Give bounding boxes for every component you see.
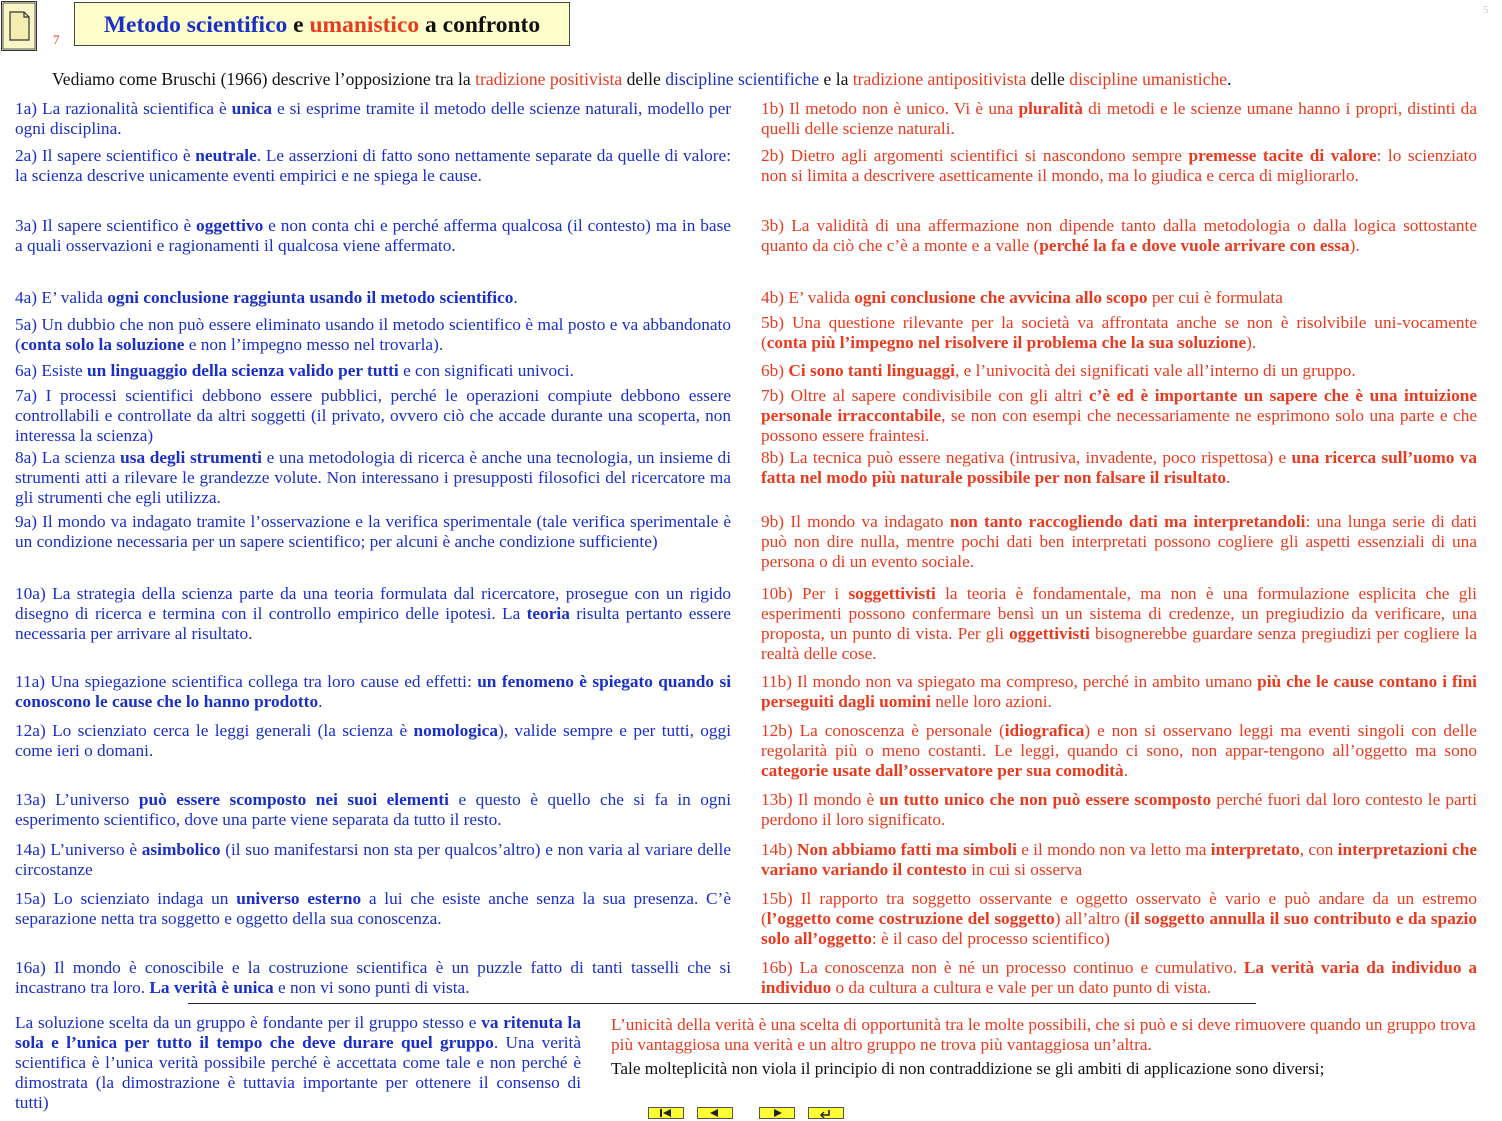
highlighted-text: oggettivisti xyxy=(1009,624,1090,643)
point-text: e una metodologia di ricerca è anche una tecnologia, un insieme di strumenti atti a rilevare le grandezze volute. Non interessano i presupposti filosofici del ricercatore ma gli strumenti che egli utilizza. xyxy=(15,448,731,507)
intro-scientific-disciplines: discipline scientifiche xyxy=(665,69,820,89)
footer-right-black-paragraph: Tale molteplicità non viola il principio di non contraddizione se gli ambiti di applicazione sono diversi; xyxy=(611,1059,1325,1078)
point-text: 2a) Il sapere scientifico è xyxy=(15,146,196,165)
point-1a xyxy=(15,99,731,139)
highlighted-text: va ritenuta la sola e l’unica per tutto il tempo che deve durare quel gruppo xyxy=(15,1013,581,1052)
point-6a xyxy=(15,361,731,381)
highlighted-text: più che le cause contano i fini perseguiti dagli uomini xyxy=(761,672,1477,711)
point-text: , con xyxy=(1299,840,1338,859)
point-11a xyxy=(15,672,731,712)
point-15b xyxy=(761,889,1477,949)
footer-text: . Una verità scientifica è l’unica verità possibile perché è accettata come tale e non perché è dimostrata (la dimostrazione è tuttavia importante per ottenere il consenso di tutti) xyxy=(15,1033,581,1112)
point-text: e con significati univoci. xyxy=(398,361,574,380)
point-9a xyxy=(15,512,731,552)
point-text: 8b) La tecnica può essere negativa (intrusiva, invadente, poco rispettosa) e xyxy=(761,448,1292,467)
point-10b xyxy=(761,584,1477,664)
point-text: 6a) Esiste xyxy=(15,361,87,380)
highlighted-text: soggettivisti xyxy=(848,584,936,603)
point-text: 4a) E’ valida xyxy=(15,288,108,307)
intro-text: e la xyxy=(819,69,853,89)
footer-text: La soluzione scelta da un gruppo è fondante per il gruppo stesso e xyxy=(15,1013,482,1032)
point-text: ), valide sempre e per tutti, oggi come ieri o domani. xyxy=(15,721,731,760)
point-3b xyxy=(761,216,1477,256)
point-text: : lo scienziato non si limita a descrivere asetticamente il mondo, ma lo giudica e cerca di migliorarlo. xyxy=(761,146,1478,185)
divider-line xyxy=(188,1003,1256,1004)
intro-text: delle xyxy=(622,69,666,89)
highlighted-text: idiografica xyxy=(1004,721,1085,740)
point-12a xyxy=(15,721,731,761)
intro-text: delle xyxy=(1026,69,1070,89)
point-text: 14b) xyxy=(761,840,797,859)
highlighted-text: interpretato xyxy=(1210,840,1300,859)
highlighted-text: asimbolico xyxy=(141,840,221,859)
point-4b xyxy=(761,288,1477,308)
point-text: e non vi sono punti di vista. xyxy=(273,978,470,997)
point-text: 14a) L’universo è xyxy=(15,840,142,859)
highlighted-text: La verità è unica xyxy=(149,978,274,997)
highlighted-text: un tutto unico che non può essere scomposto xyxy=(879,790,1212,809)
point-text: (il suo manifestarsi non sta per qualcos’altro) e non varia al variare delle circostanze xyxy=(15,840,731,879)
point-5b xyxy=(761,313,1477,353)
intro-humanistic-disciplines: discipline umanistiche xyxy=(1069,69,1228,89)
point-1b xyxy=(761,99,1477,139)
point-text: 15a) Lo scienziato indaga un xyxy=(15,889,237,908)
nav-return-button[interactable] xyxy=(808,1107,844,1119)
corner-number: 5 xyxy=(1483,4,1489,16)
point-14a xyxy=(15,840,731,880)
point-text: 16a) Il mondo è conoscibile e la costruzione scientifica è un puzzle fatto di tanti tasselli che si incastrano tra loro. xyxy=(15,958,731,997)
highlighted-text: una ricerca sull’uomo va fatta nel modo più naturale possibile per non falsare il risultato xyxy=(761,448,1477,487)
intro-paragraph xyxy=(52,69,1492,89)
point-text: 7b) Oltre al sapere condivisibile con gli altri xyxy=(761,386,1089,405)
arrow-left-icon xyxy=(698,1108,732,1118)
highlighted-text: conta più l’impegno nel risolvere il problema che la sua soluzione xyxy=(766,333,1247,352)
point-11b xyxy=(761,672,1477,712)
point-text: 12b) La conoscenza è personale ( xyxy=(761,721,1005,740)
skip-first-icon xyxy=(649,1108,683,1118)
point-text: e il mondo non va letto ma xyxy=(1016,840,1211,859)
highlighted-text: interpretazioni che variano variando il contesto xyxy=(761,840,1477,879)
highlighted-text: perché la fa e dove vuole arrivare con essa xyxy=(1039,236,1350,255)
highlighted-text: neutrale xyxy=(195,146,257,165)
highlighted-text: un linguaggio della scienza valido per tutti xyxy=(87,361,399,380)
point-text: 13a) L’universo xyxy=(15,790,139,809)
highlighted-text: ogni conclusione raggiunta usando il metodo scientifico xyxy=(107,288,514,307)
nav-prev-button[interactable] xyxy=(697,1107,733,1119)
highlighted-text: c’è ed è importante un sapere che è una intuizione personale irraccontabile xyxy=(761,386,1477,425)
point-text: 10a) La strategia della scienza parte da una teoria formulata dal ricercatore, prosegue con un rigido disegno di ricerca e termina con il controllo empirico delle ipotesi. La xyxy=(15,584,731,623)
highlighted-text: pluralità xyxy=(1018,99,1083,118)
highlighted-text: l’oggetto come costruzione del soggetto xyxy=(766,909,1055,928)
point-text: a lui che esiste anche senza la sua presenza. C’è separazione netta tra soggetto e oggetto della sua conoscenza. xyxy=(15,889,731,928)
point-text: 7a) I processi scientifici debbono essere pubblici, perché le operazioni compiute debbono essere controllabili e controllate da altri soggetti (il privato, ovvero ciò che accade durante una scoperta, non interessa la scienza) xyxy=(15,386,731,445)
point-text: ). xyxy=(1349,236,1360,255)
highlighted-text: può essere scomposto nei suoi elementi xyxy=(138,790,449,809)
footer-left-paragraph xyxy=(15,1013,581,1113)
intro-text: Vediamo come Bruschi (1966) descrive l’opposizione tra la xyxy=(52,69,476,89)
point-16b xyxy=(761,958,1477,998)
highlighted-text: Non abbiamo fatti ma simboli xyxy=(797,840,1017,859)
point-text: 3a) Il sapere scientifico è xyxy=(15,216,197,235)
point-8a xyxy=(15,448,731,508)
point-text: 15b) Il rapporto tra soggetto osservante e oggetto osservato è vario e può andare da un estremo ( xyxy=(761,889,1477,928)
point-5a xyxy=(15,315,731,355)
point-15a xyxy=(15,889,731,929)
point-text: 11b) Il mondo non va spiegato ma compreso, perché in ambito umano xyxy=(761,672,1258,691)
point-8b xyxy=(761,448,1477,488)
highlighted-text: conta solo la soluzione xyxy=(20,335,185,354)
point-2a xyxy=(15,146,731,186)
point-7a xyxy=(15,386,731,446)
point-text: bisognerebbe guardare senza pregiudizi per cogliere la realtà delle cose. xyxy=(761,624,1477,663)
point-text: , e l’univocità dei significati vale all’interno di un gruppo. xyxy=(954,361,1356,380)
title-part-comparison: a confronto xyxy=(419,12,541,38)
title-part-scientific: Metodo scientifico xyxy=(103,12,288,38)
point-text: 2b) Dietro agli argomenti scientifici si nascondono sempre xyxy=(761,146,1189,165)
point-text: 5a) Un dubbio che non può essere eliminato usando il metodo scientifico è mal posto e va abbandonato ( xyxy=(15,315,731,354)
point-3a xyxy=(15,216,731,256)
point-text: 1a) La razionalità scientifica è xyxy=(15,99,232,118)
point-text: 13b) Il mondo è xyxy=(761,790,880,809)
point-text: . xyxy=(1123,761,1129,780)
point-text: o da cultura a cultura e vale per un dato punto di vista. xyxy=(831,978,1212,997)
point-text: 11a) Una spiegazione scientifica collega tra loro cause ed effetti: xyxy=(15,672,478,691)
title-part-and: e xyxy=(287,12,310,38)
point-text: e non l’impegno messo nel trovarla). xyxy=(184,335,444,354)
point-text: e non conta chi e perché afferma qualcosa (il contesto) ma in base a quali osservazioni e ragionamenti il qualcosa viene affermato. xyxy=(15,216,731,255)
point-text: 5b) Una questione rilevante per la società va affrontata anche se non è risolvibile uni-vocamente ( xyxy=(761,313,1477,352)
point-text: di metodi e le scienze umane hanno i propri, distinti da quelli delle scienze naturali. xyxy=(761,99,1477,138)
highlighted-text: non tanto raccogliendo dati ma interpretandoli xyxy=(949,512,1306,531)
document-icon[interactable] xyxy=(1,1,37,51)
title-part-humanistic: umanistico xyxy=(309,12,420,38)
intro-text: . xyxy=(1227,69,1232,89)
point-text: ) e non si osservano leggi ma eventi singoli con delle regolarità più o meno costanti. Le leggi, quando ci sono, non appar-tengono all’oggetto ma sono xyxy=(761,721,1477,760)
point-text: 3b) La validità di una affermazione non dipende tanto dalla metodologia o dalla logica sottostante quanto da ciò che c’è a monte e a valle ( xyxy=(761,216,1477,255)
highlighted-text: La verità varia da individuo a individuo xyxy=(761,958,1477,997)
point-text: e questo è quello che si fa in ogni esperimento scientifico, dove una parte viene separata da tutto il resto. xyxy=(15,790,731,829)
point-text: 12a) Lo scienziato cerca le leggi generali (la scienza è xyxy=(15,721,414,740)
point-text: ) all’altro ( xyxy=(1054,909,1131,928)
highlighted-text: universo esterno xyxy=(236,889,362,908)
point-text: e si esprime tramite il metodo delle scienze naturali, modello per ogni disciplina. xyxy=(15,99,731,138)
intro-positivist-tradition: tradizione positivista xyxy=(475,69,623,89)
point-text: : una lunga serie di dati può non dire nulla, mentre pochi dati ben interpretati possono cogliere gli aspetti essenziali di una persona o di un evento sociale. xyxy=(761,512,1477,571)
point-text: . xyxy=(318,692,323,711)
nav-next-button[interactable] xyxy=(759,1107,795,1119)
page-title xyxy=(74,2,570,46)
point-text: risulta pertanto essere necessaria per arrivare al risultato. xyxy=(15,604,731,643)
highlighted-text: usa degli strumenti xyxy=(120,448,262,467)
highlighted-text: premesse tacite di valore xyxy=(1188,146,1377,165)
point-9b xyxy=(761,512,1477,572)
point-text: perché fuori dal loro contesto le parti perdono il loro significato. xyxy=(761,790,1477,829)
point-text: . xyxy=(1226,468,1231,487)
point-text: . xyxy=(513,288,518,307)
point-text: . Le asserzioni di fatto sono nettamente separate da quelle di valore: la scienza descrive unicamente eventi empirici e ne spiega le cause. xyxy=(15,146,731,185)
point-14b xyxy=(761,840,1477,880)
point-text: ). xyxy=(1246,333,1257,352)
point-text: nelle loro azioni. xyxy=(930,692,1052,711)
point-text: 10b) Per i xyxy=(761,584,849,603)
highlighted-text: oggettivo xyxy=(196,216,264,235)
point-text: 9a) Il mondo va indagato tramite l’osservazione e la verifica sperimentale (tale verifica sperimentale è un condizione necessaria per un sapere scientifico; per alcuni è anche condizione sufficiente) xyxy=(15,512,731,551)
page-number: 7 xyxy=(53,32,60,47)
point-12b xyxy=(761,721,1477,781)
point-text: la teoria è fondamentale, ma non è una formulazione esplicita che gli esperimenti possono confermare bensì un un sistema di credenze, un pregiudizio da verificare, una proposta, un punto di vista. Per gli xyxy=(761,584,1477,643)
point-text: in cui si osserva xyxy=(966,860,1083,879)
point-4a xyxy=(15,288,731,308)
point-text: 9b) Il mondo va indagato xyxy=(761,512,950,531)
highlighted-text: Ci sono tanti linguaggi xyxy=(788,361,955,380)
point-text: per cui è formulata xyxy=(1147,288,1283,307)
arrow-right-icon xyxy=(760,1108,794,1118)
highlighted-text: categorie usate dall’osservatore per sua comodità xyxy=(761,761,1124,780)
highlighted-text: nomologica xyxy=(413,721,498,740)
footer-right-red-paragraph: L’unicità della verità è una scelta di opportunità tra le molte possibili, che si può e si deve rimuovere quando un gruppo trova più vantaggiosa una verità e un altro gruppo ne trova più vantaggiosa un’altra. xyxy=(611,1015,1476,1054)
intro-antipositivist-tradition: tradizione antipositivista xyxy=(852,69,1027,89)
highlighted-text: teoria xyxy=(526,604,570,623)
nav-first-button[interactable] xyxy=(648,1107,684,1119)
highlighted-text: il soggetto annulla il suo contributo e da spazio solo all’oggetto xyxy=(761,909,1477,948)
point-text: , se non con esempi che necessariamente ne esprimono solo una parte e che possono essere fraintesi. xyxy=(761,406,1478,445)
point-6b xyxy=(761,361,1477,381)
highlighted-text: ogni conclusione che avvicina allo scopo xyxy=(854,288,1148,307)
point-text: : è il caso del processo scientifico) xyxy=(871,929,1110,948)
point-10a xyxy=(15,584,731,644)
point-7b xyxy=(761,386,1477,446)
return-icon xyxy=(809,1108,843,1118)
point-text: 4b) E’ valida xyxy=(761,288,855,307)
point-13b xyxy=(761,790,1477,830)
point-text: 16b) La conoscenza non è né un processo continuo e cumulativo. xyxy=(761,958,1244,977)
point-text: 8a) La scienza xyxy=(15,448,121,467)
point-16a xyxy=(15,958,731,998)
point-text: 1b) Il metodo non è unico. Vi è una xyxy=(761,99,1019,118)
highlighted-text: un fenomeno è spiegato quando si conoscono le cause che lo hanno prodotto xyxy=(15,672,731,711)
highlighted-text: unica xyxy=(231,99,272,118)
point-13a xyxy=(15,790,731,830)
point-text: 6b) xyxy=(761,361,789,380)
point-2b xyxy=(761,146,1477,186)
